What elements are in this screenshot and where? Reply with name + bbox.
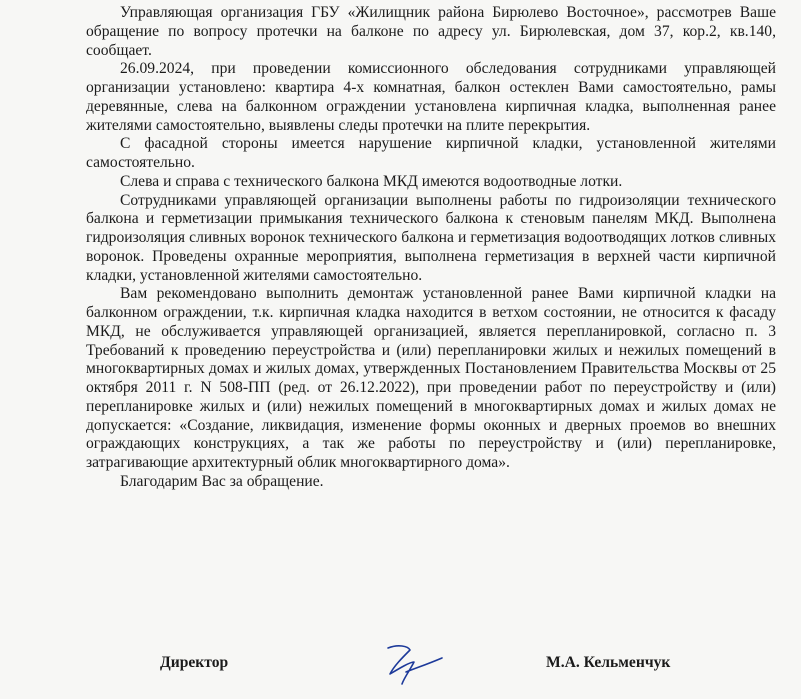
- director-title: Директор: [160, 654, 229, 671]
- paragraph-drains: Слева и справа с технического балкона МКД имеются водоотводные лотки.: [120, 172, 623, 190]
- paragraph-inspection: 26.09.2024, при проведении комиссионного обследования сотрудниками управляющей организации установлено: квартира 4-х комнатная, балкон остеклен Вами самостоятельно, рамы деревянные, слева на балконном ограждении установлена кирпичная кладка, выполненная ранее жителями самостоятельно, выявлены следы протечки на плите перекрытия.: [86, 60, 776, 134]
- letter-body: [86, 4, 776, 492]
- paragraph-thanks: Благодарим Вас за обращение.: [120, 472, 324, 490]
- paragraph-intro: Управляющая организация ГБУ «Жилищник района Бирюлево Восточное», рассмотрев Ваше обращение по вопросу протечки на балконе по адресу ул. Бирюлевская, дом 37, кор.2, кв.140, сообщает.: [86, 4, 776, 59]
- signatory-name: М.А. Кельменчук: [546, 654, 671, 671]
- paragraph-works: Сотрудниками управляющей организации выполнены работы по гидроизоляции технического балкона и герметизации примыкания технического балкона к стеновым панелям МКД. Выполнена гидроизоляция сливных воронок технического балкона и герметизация водоотводящих лотков сливных воронок. Проведены охранные мероприятия, выполнена герметизация в верхней части кирпичной кладки, установленной жителями самостоятельно.: [86, 191, 776, 284]
- paragraph-recommendation: Вам рекомендовано выполнить демонтаж установленной ранее Вами кирпичной кладки на балконном ограждении, т.к. кирпичная кладка находится в ветхом состоянии, не относится к фасаду МКД, не обслуживается управляющей организацией, является перепланировкой, согласно п. 3 Требований к проведению переустройства и (или) перепланировки жилых и нежилых помещений в многоквартирных домах и жилых домах, утвержденных Постановлением Правительства Москвы от 25 октября 2011 г. N 508-ПП (ред. от 26.12.2022), при проведении работ по переустройству и (или) перепланировке жилых и (или) нежилых помещений в многоквартирных домах и жилых домах не допускается: «Создание, ликвидация, изменение формы оконных и дверных проемов во внешних ограждающих конструкциях, а так же работы по переустройству и (или) перепланировке, затрагивающие архитектурный облик многоквартирного дома».: [86, 285, 776, 471]
- paragraph-facade: С фасадной стороны имеется нарушение кирпичной кладки, установленной жителями самостоятельно.: [86, 135, 776, 171]
- signature-mark: [380, 640, 450, 688]
